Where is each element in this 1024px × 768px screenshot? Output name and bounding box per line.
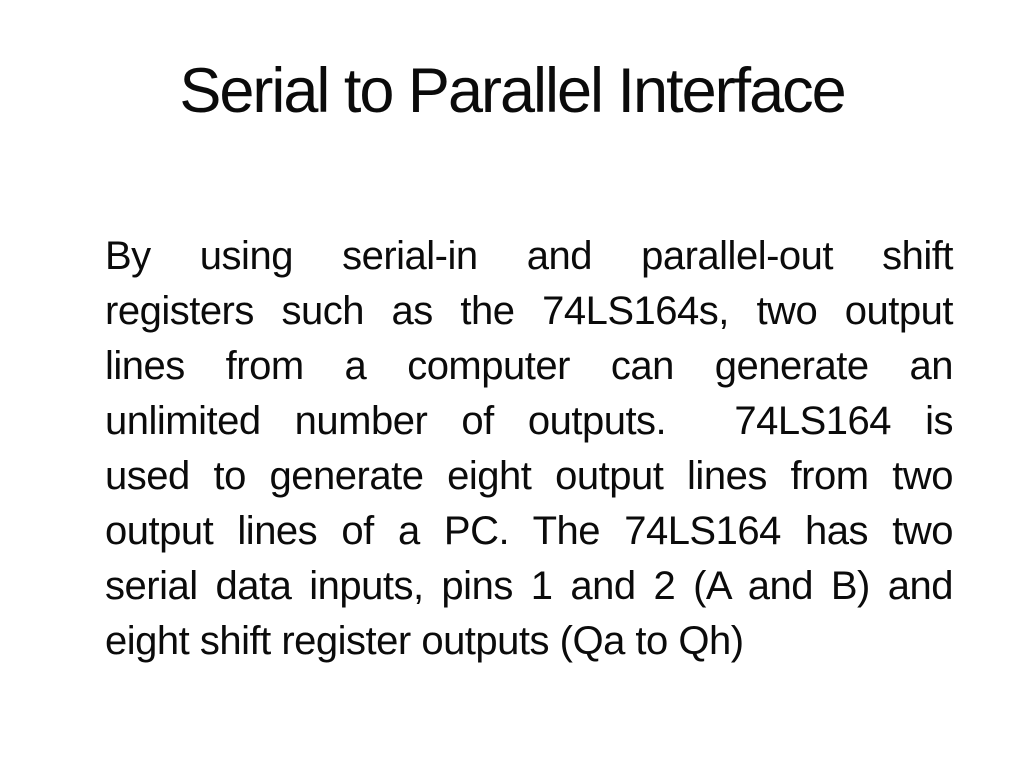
body-line: output lines of a PC. The 74LS164 has two bbox=[105, 509, 953, 553]
body-line: used to generate eight output lines from two bbox=[105, 454, 953, 498]
body-line: eight shift register outputs (Qa to Qh) bbox=[105, 619, 744, 663]
body-line: lines from a computer can generate an bbox=[105, 344, 953, 388]
body-line: serial data inputs, pins 1 and 2 (A and B) and bbox=[105, 564, 953, 608]
body-line: unlimited number of outputs. 74LS164 is bbox=[105, 399, 953, 443]
body-line: By using serial-in and parallel-out shift bbox=[105, 234, 953, 278]
slide-title: Serial to Parallel Interface bbox=[179, 56, 845, 126]
body-line: registers such as the 74LS164s, two output bbox=[105, 289, 953, 333]
body-text bbox=[105, 229, 953, 669]
